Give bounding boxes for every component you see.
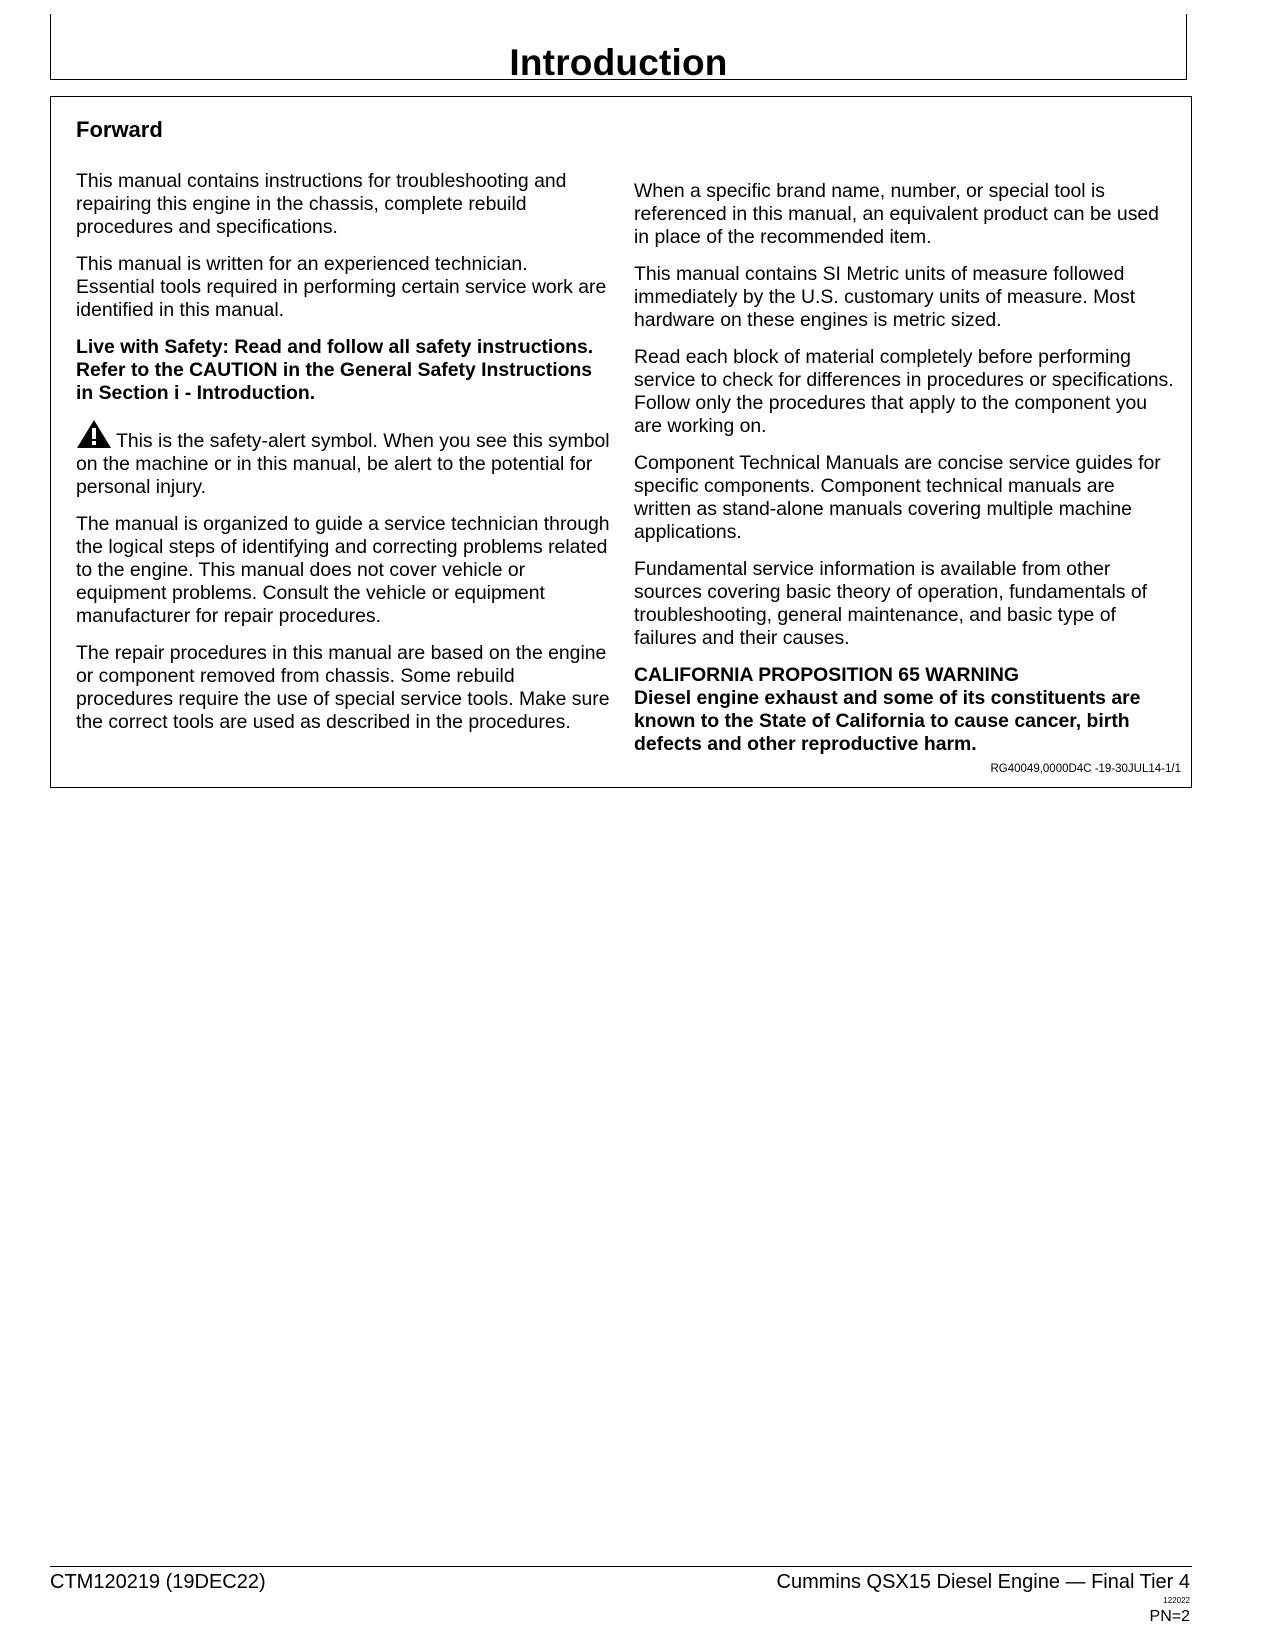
page-header: [50, 14, 1187, 83]
page-number: PN=2: [1149, 1608, 1190, 1625]
paragraph: Read each block of material completely before performing service to check for differences in procedures or specifications. Follow only the procedures that apply to the component you are working on.: [634, 346, 1174, 437]
paragraph: The manual is organized to guide a service technician through the logical steps of identifying and correcting problems related to the engine. This manual does not cover vehicle or equipment problems. Consult the vehicle or equipment manufacturer for repair procedures.: [76, 513, 610, 627]
safety-alert-icon: [76, 419, 112, 449]
paragraph: This manual is written for an experienced technician. Essential tools required in performing certain service work are identified in this manual.: [76, 253, 607, 321]
paragraph: This manual contains instructions for troubleshooting and repairing this engine in the chassis, complete rebuild procedures and specifications.: [76, 170, 567, 238]
paragraph: Fundamental service information is available from other sources covering basic theory of operation, fundamentals of troubleshooting, general maintenance, and basic type of failures and their causes.: [634, 558, 1148, 649]
section-title: Forward: [76, 117, 163, 142]
warning-title: CALIFORNIA PROPOSITION 65 WARNING: [634, 664, 1019, 686]
alert-paragraph: [76, 419, 611, 499]
paragraph: Component Technical Manuals are concise service guides for specific components. Component technical manuals are written as stand-alone manuals covering multiple machine applications.: [634, 452, 1161, 543]
footer-small-code: 122022: [1163, 1596, 1190, 1605]
footer-doc-id: CTM120219 (19DEC22): [50, 1571, 266, 1593]
paragraph: When a specific brand name, number, or special tool is referenced in this manual, an equivalent product can be used in place of the recommended item.: [634, 180, 1159, 248]
forward-section: [50, 96, 1192, 788]
paragraph: This manual contains SI Metric units of measure followed immediately by the U.S. customary units of measure. Most hardware on these engines is metric sized.: [634, 263, 1136, 331]
reference-code: RG40049,0000D4C -19-30JUL14-1/1: [990, 763, 1181, 775]
page-title: Introduction: [509, 42, 728, 83]
alert-text: This is the safety-alert symbol. When you see this symbol on the machine or in this manual, be alert to the potential for personal injury.: [76, 430, 610, 498]
paragraph: The repair procedures in this manual are based on the engine or component removed from chassis. Some rebuild procedures require the use of special service tools. Make sure the correct tools are used as described in the procedures.: [76, 642, 610, 733]
left-column: [76, 170, 611, 748]
right-column: [634, 180, 1174, 770]
safety-note: Live with Safety: Read and follow all safety instructions. Refer to the CAUTION in the General Safety Instructions in Section i - Introduction.: [76, 336, 594, 404]
footer-divider: [50, 1566, 1192, 1567]
warning-text: Diesel engine exhaust and some of its constituents are known to the State of California to cause cancer, birth defects and other reproductive harm.: [634, 687, 1141, 755]
footer-title: Cummins QSX15 Diesel Engine — Final Tier 4: [776, 1571, 1190, 1593]
